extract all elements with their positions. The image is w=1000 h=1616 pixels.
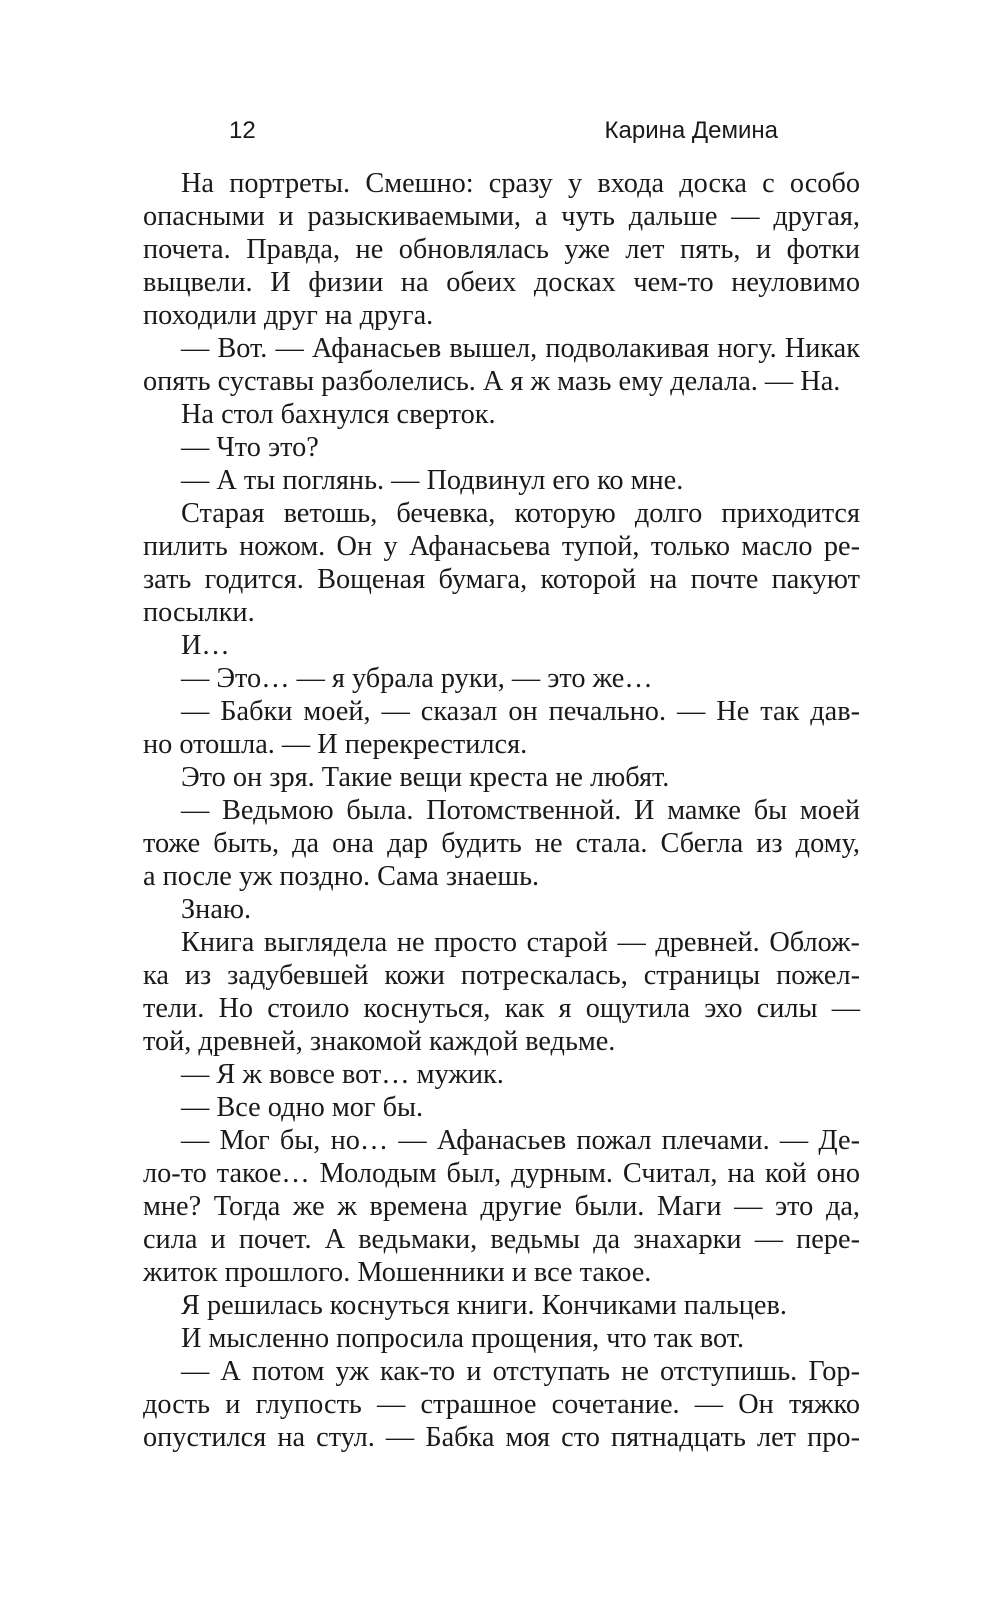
text-line: — А ты поглянь. — Подвинул его ко мне. [181, 465, 684, 496]
text-line: Старая ветошь, бечевка, которую долго приходится [181, 498, 860, 529]
text-line: опять суставы разболелись. А я ж мазь ему делала. — На. [143, 366, 841, 397]
text-line: — Бабки моей, — сказал он печально. — Не так дав- [181, 696, 860, 727]
text-line: — А потом уж как-то и отступать не отступишь. Гор- [181, 1356, 860, 1387]
paragraph [143, 926, 860, 1058]
paragraph [143, 662, 860, 695]
text-line: мне? Тогда же ж времена другие были. Маги — это да, [143, 1191, 860, 1222]
text-line: — Ведьмою была. Потомственной. И мамке бы моей [181, 795, 860, 826]
text-line: посылки. [143, 597, 255, 628]
paragraph [143, 431, 860, 464]
text-line: сила и почет. А ведьмаки, ведьмы да знахарки — пере- [143, 1224, 860, 1255]
text-line: но отошла. — И перекрестился. [143, 729, 528, 760]
page-header [229, 114, 778, 148]
paragraph [143, 1355, 860, 1454]
text-line: почета. Правда, не обновлялась уже лет пять, и фотки [143, 234, 860, 265]
text-line: Книга выглядела не просто старой — древней. Облож- [181, 927, 860, 958]
text-line: — Мог бы, но… — Афанасьев пожал плечами. — Де- [181, 1125, 860, 1156]
text-line: выцвели. И физии на обеих досках чем-то неуловимо [143, 267, 860, 298]
paragraph [143, 794, 860, 893]
text-line: ка из задубевшей кожи потрескалась, страницы пожел- [143, 960, 860, 991]
text-line: И… [181, 630, 230, 661]
text-line: Это он зря. Такие вещи креста не любят. [181, 762, 670, 793]
paragraph [143, 1124, 860, 1289]
text-line: зать годится. Вощеная бумага, которой на почте пакуют [143, 564, 860, 595]
text-line: — Что это? [181, 432, 319, 463]
text-line: Знаю. [181, 894, 252, 925]
paragraph [143, 761, 860, 794]
text-line: опустился на стул. — Бабка моя сто пятнадцать лет про- [143, 1422, 860, 1453]
text-line: На стол бахнулся сверток. [181, 399, 496, 430]
paragraph [143, 167, 860, 332]
text-line: а после уж поздно. Сама знаешь. [143, 861, 540, 892]
text-line: пилить ножом. Он у Афанасьева тупой, только масло ре- [143, 531, 860, 562]
body-text [143, 167, 860, 1454]
paragraph [143, 893, 860, 926]
paragraph [143, 1289, 860, 1322]
paragraph [143, 1058, 860, 1091]
running-title: Карина Демина [604, 117, 778, 144]
text-line: житок прошлого. Мошенники и все такое. [143, 1257, 652, 1288]
paragraph [143, 1322, 860, 1355]
paragraph [143, 464, 860, 497]
text-line: — Это… — я убрала руки, — это же… [181, 663, 653, 694]
paragraph [143, 1091, 860, 1124]
page-number: 12 [229, 117, 256, 144]
text-line: — Все одно мог бы. [181, 1092, 424, 1123]
text-line: На портреты. Смешно: сразу у входа доска с особо [181, 168, 860, 199]
text-line: тоже быть, да она дар будить не стала. Сбегла из дому, [143, 828, 860, 859]
text-line: — Я ж вовсе вот… мужик. [181, 1059, 504, 1090]
text-line: опасными и разыскиваемыми, а чуть дальше — другая, [143, 201, 860, 232]
paragraph [143, 497, 860, 629]
paragraph [143, 629, 860, 662]
paragraph [143, 695, 860, 761]
paragraph [143, 398, 860, 431]
text-line: дость и глупость — страшное сочетание. — Он тяжко [143, 1389, 860, 1420]
text-line: Я решилась коснуться книги. Кончиками пальцев. [181, 1290, 787, 1321]
text-line: И мысленно попросила прощения, что так вот. [181, 1323, 745, 1354]
text-line: ло-то такое… Молодым был, дурным. Считал, на кой оно [143, 1158, 860, 1189]
text-line: той, древней, знакомой каждой ведьме. [143, 1026, 616, 1057]
paragraph [143, 332, 860, 398]
text-line: походили друг на друга. [143, 300, 434, 331]
text-line: тели. Но стоило коснуться, как я ощутила эхо силы — [143, 993, 860, 1024]
text-line: — Вот. — Афанасьев вышел, подволакивая ногу. Никак [181, 333, 860, 364]
